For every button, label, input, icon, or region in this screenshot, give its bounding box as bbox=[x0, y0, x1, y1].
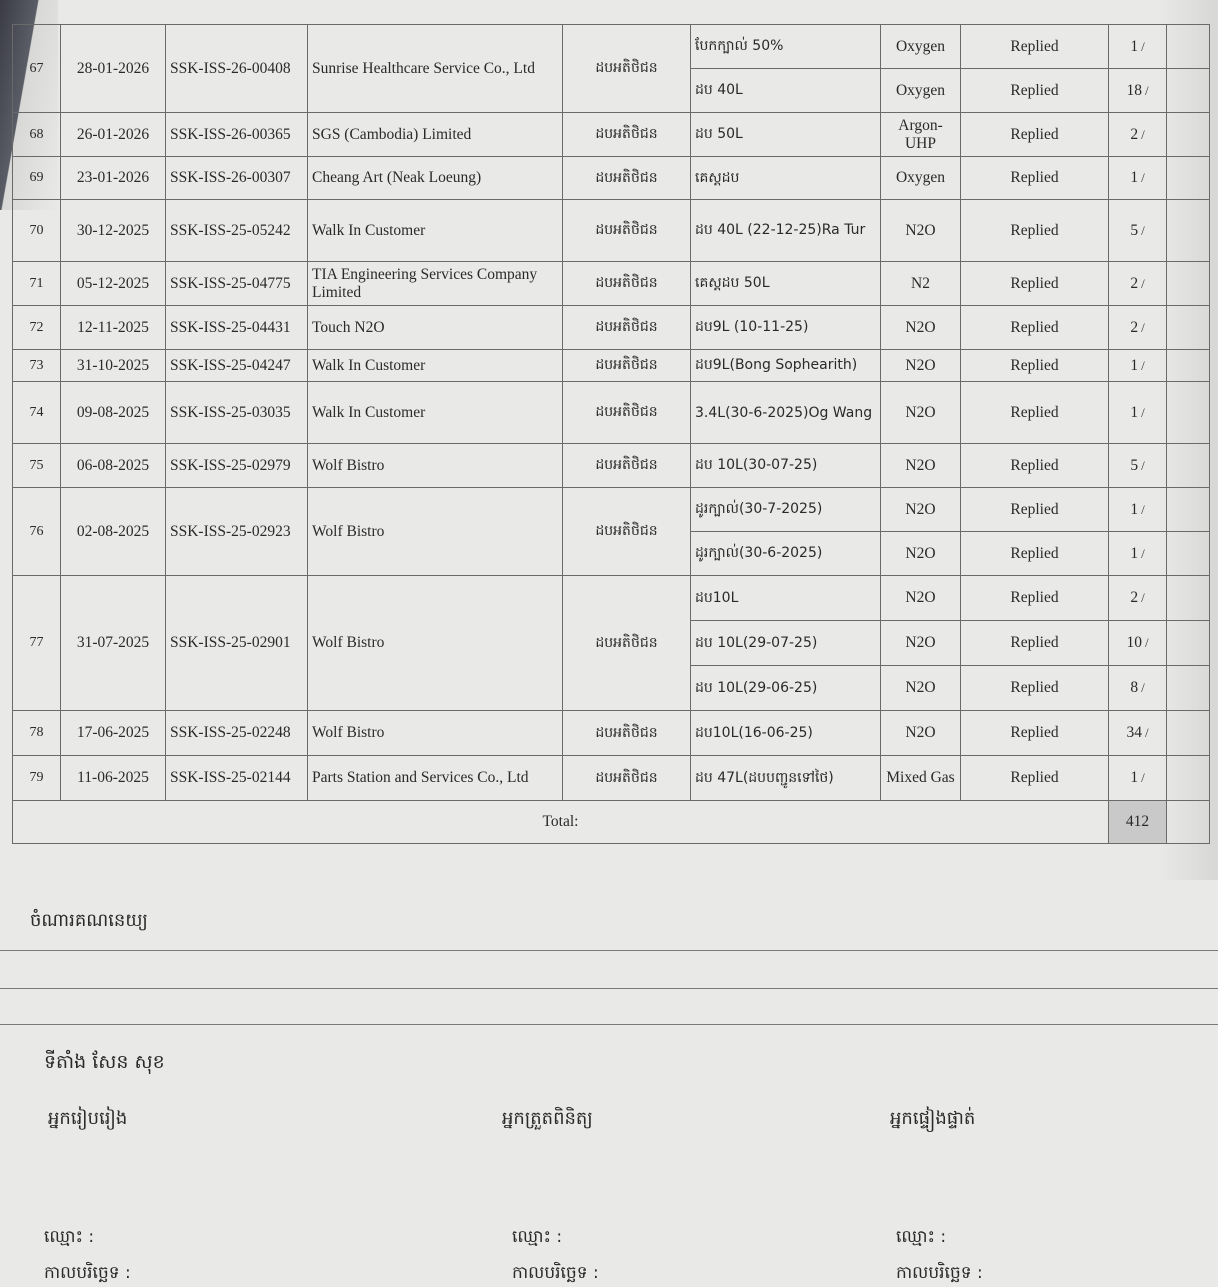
status-cell: Replied bbox=[961, 157, 1109, 200]
quantity-cell bbox=[1109, 532, 1167, 576]
cylinder-owner-type: ដបអតិថិជន bbox=[563, 113, 691, 157]
blank-cell bbox=[1167, 576, 1210, 621]
row-number: 69 bbox=[13, 157, 61, 200]
table-row bbox=[13, 711, 1210, 756]
blank-cell bbox=[1167, 25, 1210, 69]
total-row bbox=[13, 801, 1210, 844]
check-mark-icon: / bbox=[1141, 38, 1145, 54]
status-cell: Replied bbox=[961, 666, 1109, 711]
item-description: ដប 47L(ដបបញ្ជូនទៅថៃ) bbox=[691, 756, 881, 801]
check-mark-icon: / bbox=[1141, 770, 1145, 785]
check-mark-icon: / bbox=[1141, 170, 1145, 185]
role-verified-by: អ្នកផ្ទៀងផ្ទាត់ bbox=[890, 1108, 976, 1129]
gas-type: N2O bbox=[881, 621, 961, 666]
cylinder-owner-type: ដបអតិថិជន bbox=[563, 350, 691, 382]
check-mark-icon: / bbox=[1141, 126, 1145, 142]
status-cell: Replied bbox=[961, 262, 1109, 306]
gas-type: N2O bbox=[881, 532, 961, 576]
reference-number: SSK-ISS-25-02979 bbox=[166, 444, 308, 488]
item-description: គេស្តដប bbox=[691, 157, 881, 200]
customer-name: Wolf Bistro bbox=[308, 711, 563, 756]
date-field-3: កាលបរិច្ឆេទ : bbox=[896, 1263, 983, 1283]
row-number: 76 bbox=[13, 488, 61, 576]
customer-name: Wolf Bistro bbox=[308, 576, 563, 711]
table-row bbox=[13, 350, 1210, 382]
issue-ledger-table bbox=[12, 24, 1210, 844]
cylinder-owner-type: ដបអតិថិជន bbox=[563, 157, 691, 200]
row-number: 72 bbox=[13, 306, 61, 350]
quantity-value: 1 bbox=[1130, 769, 1139, 786]
customer-name: Walk In Customer bbox=[308, 200, 563, 262]
quantity-cell bbox=[1109, 711, 1167, 756]
remarks-line-3 bbox=[0, 1024, 1218, 1025]
table-row bbox=[13, 113, 1210, 157]
quantity-value: 5 bbox=[1130, 456, 1139, 474]
row-number: 74 bbox=[13, 382, 61, 444]
gas-type: N2O bbox=[881, 576, 961, 621]
table-row bbox=[13, 262, 1210, 306]
item-description: ដប 50L bbox=[691, 113, 881, 157]
quantity-cell bbox=[1109, 621, 1167, 666]
quantity-value: 1 bbox=[1130, 403, 1139, 421]
blank-cell bbox=[1167, 113, 1210, 157]
cylinder-owner-type: ដបអតិថិជន bbox=[563, 488, 691, 576]
item-description: ដប 40L bbox=[691, 69, 881, 113]
status-cell: Replied bbox=[961, 711, 1109, 756]
quantity-cell bbox=[1109, 306, 1167, 350]
quantity-cell bbox=[1109, 382, 1167, 444]
quantity-cell bbox=[1109, 576, 1167, 621]
quantity-value: 2 bbox=[1130, 125, 1139, 143]
status-cell: Replied bbox=[961, 69, 1109, 113]
ledger-body bbox=[13, 25, 1210, 801]
name-field-1: ឈ្មោះ : bbox=[44, 1227, 95, 1247]
quantity-cell bbox=[1109, 350, 1167, 382]
check-mark-icon: / bbox=[1144, 725, 1149, 740]
cylinder-owner-type: ដបអតិថិជន bbox=[563, 711, 691, 756]
issue-date: 31-10-2025 bbox=[61, 350, 166, 382]
cylinder-owner-type: ដបអតិថិជន bbox=[563, 306, 691, 350]
row-number: 67 bbox=[13, 25, 61, 113]
row-number: 75 bbox=[13, 444, 61, 488]
status-cell: Replied bbox=[961, 444, 1109, 488]
customer-name: TIA Engineering Services Company Limited bbox=[308, 262, 563, 306]
check-mark-icon: / bbox=[1141, 222, 1145, 238]
total-value: 412 bbox=[1109, 801, 1167, 844]
item-description: បែកក្បាល់ 50% bbox=[691, 25, 881, 69]
gas-type: N2O bbox=[881, 306, 961, 350]
cylinder-owner-type: ដបអតិថិជន bbox=[563, 25, 691, 113]
quantity-value: 10 bbox=[1126, 634, 1142, 651]
check-mark-icon: / bbox=[1141, 590, 1145, 605]
check-mark-icon: / bbox=[1141, 501, 1145, 517]
customer-name: Walk In Customer bbox=[308, 382, 563, 444]
name-field-3: ឈ្មោះ : bbox=[896, 1227, 947, 1247]
customer-name: SGS (Cambodia) Limited bbox=[308, 113, 563, 157]
customer-name: Walk In Customer bbox=[308, 350, 563, 382]
quantity-value: 1 bbox=[1130, 37, 1139, 55]
date-field-2: កាលបរិច្ឆេទ : bbox=[512, 1263, 599, 1283]
gas-type: Oxygen bbox=[881, 69, 961, 113]
check-mark-icon: / bbox=[1141, 404, 1145, 420]
gas-type: N2O bbox=[881, 444, 961, 488]
issue-date: 17-06-2025 bbox=[61, 711, 166, 756]
gas-type: Argon-UHP bbox=[881, 113, 961, 157]
blank-cell bbox=[1167, 69, 1210, 113]
quantity-value: 1 bbox=[1130, 544, 1139, 562]
quantity-value: 1 bbox=[1130, 169, 1139, 186]
check-mark-icon: / bbox=[1141, 680, 1145, 695]
table-row bbox=[13, 488, 1210, 532]
status-cell: Replied bbox=[961, 350, 1109, 382]
quantity-value: 18 bbox=[1126, 81, 1142, 99]
quantity-cell bbox=[1109, 262, 1167, 306]
blank-cell bbox=[1167, 157, 1210, 200]
cylinder-owner-type: ដបអតិថិជន bbox=[563, 576, 691, 711]
row-number: 77 bbox=[13, 576, 61, 711]
item-description: ដប 10L(30-07-25) bbox=[691, 444, 881, 488]
quantity-cell bbox=[1109, 444, 1167, 488]
blank-cell bbox=[1167, 621, 1210, 666]
blank-cell bbox=[1167, 306, 1210, 350]
cylinder-owner-type: ដបអតិថិជន bbox=[563, 444, 691, 488]
issue-date: 26-01-2026 bbox=[61, 113, 166, 157]
quantity-cell bbox=[1109, 200, 1167, 262]
quantity-value: 2 bbox=[1130, 318, 1139, 336]
gas-type: Mixed Gas bbox=[881, 756, 961, 801]
reference-number: SSK-ISS-26-00307 bbox=[166, 157, 308, 200]
status-cell: Replied bbox=[961, 532, 1109, 576]
item-description: ដប 10L(29-07-25) bbox=[691, 621, 881, 666]
row-number: 68 bbox=[13, 113, 61, 157]
total-label: Total: bbox=[13, 801, 1109, 844]
check-mark-icon: / bbox=[1141, 357, 1145, 373]
status-cell: Replied bbox=[961, 113, 1109, 157]
reference-number: SSK-ISS-25-05242 bbox=[166, 200, 308, 262]
blank-cell bbox=[1167, 488, 1210, 532]
reference-number: SSK-ISS-25-04431 bbox=[166, 306, 308, 350]
gas-type: N2O bbox=[881, 711, 961, 756]
issue-date: 05-12-2025 bbox=[61, 262, 166, 306]
issue-date: 09-08-2025 bbox=[61, 382, 166, 444]
quantity-value: 34 bbox=[1126, 724, 1142, 741]
table-row bbox=[13, 200, 1210, 262]
issue-date: 23-01-2026 bbox=[61, 157, 166, 200]
blank-cell bbox=[1167, 350, 1210, 382]
quantity-cell bbox=[1109, 157, 1167, 200]
status-cell: Replied bbox=[961, 576, 1109, 621]
reference-number: SSK-ISS-26-00408 bbox=[166, 25, 308, 113]
customer-name: Touch N2O bbox=[308, 306, 563, 350]
table-row bbox=[13, 306, 1210, 350]
quantity-cell bbox=[1109, 488, 1167, 532]
quantity-cell bbox=[1109, 25, 1167, 69]
check-mark-icon: / bbox=[1141, 545, 1145, 561]
quantity-cell bbox=[1109, 756, 1167, 801]
item-description: ដប10L bbox=[691, 576, 881, 621]
row-number: 78 bbox=[13, 711, 61, 756]
item-description: ដូរក្បាល់(30-6-2025) bbox=[691, 532, 881, 576]
cylinder-owner-type: ដបអតិថិជន bbox=[563, 382, 691, 444]
item-description: ដប9L (10-11-25) bbox=[691, 306, 881, 350]
gas-type: N2O bbox=[881, 200, 961, 262]
role-prepared-by: អ្នករៀបរៀង bbox=[48, 1108, 128, 1129]
reference-number: SSK-ISS-26-00365 bbox=[166, 113, 308, 157]
cylinder-owner-type: ដបអតិថិជន bbox=[563, 200, 691, 262]
quantity-value: 2 bbox=[1130, 589, 1139, 606]
name-field-2: ឈ្មោះ : bbox=[512, 1227, 563, 1247]
cylinder-owner-type: ដបអតិថិជន bbox=[563, 262, 691, 306]
quantity-value: 1 bbox=[1130, 500, 1139, 518]
issue-date: 11-06-2025 bbox=[61, 756, 166, 801]
issue-date: 30-12-2025 bbox=[61, 200, 166, 262]
status-cell: Replied bbox=[961, 306, 1109, 350]
table-row bbox=[13, 444, 1210, 488]
date-field-1: កាលបរិច្ឆេទ : bbox=[44, 1263, 131, 1283]
blank-cell bbox=[1167, 711, 1210, 756]
issue-date: 12-11-2025 bbox=[61, 306, 166, 350]
check-mark-icon: / bbox=[1141, 319, 1145, 335]
row-number: 79 bbox=[13, 756, 61, 801]
status-cell: Replied bbox=[961, 382, 1109, 444]
blank-cell bbox=[1167, 444, 1210, 488]
quantity-value: 2 bbox=[1130, 274, 1139, 292]
remarks-line-1 bbox=[0, 950, 1218, 951]
quantity-cell bbox=[1109, 113, 1167, 157]
check-mark-icon: / bbox=[1141, 275, 1145, 291]
gas-type: Oxygen bbox=[881, 25, 961, 69]
table-row bbox=[13, 157, 1210, 200]
blank-cell bbox=[1167, 200, 1210, 262]
check-mark-icon: / bbox=[1144, 82, 1149, 98]
reference-number: SSK-ISS-25-02144 bbox=[166, 756, 308, 801]
reference-number: SSK-ISS-25-02923 bbox=[166, 488, 308, 576]
status-cell: Replied bbox=[961, 200, 1109, 262]
blank-cell bbox=[1167, 666, 1210, 711]
row-number: 70 bbox=[13, 200, 61, 262]
row-number: 73 bbox=[13, 350, 61, 382]
issue-date: 02-08-2025 bbox=[61, 488, 166, 576]
check-mark-icon: / bbox=[1144, 635, 1149, 650]
gas-type: N2 bbox=[881, 262, 961, 306]
quantity-value: 1 bbox=[1130, 356, 1139, 374]
table-row bbox=[13, 576, 1210, 621]
cylinder-owner-type: ដបអតិថិជន bbox=[563, 756, 691, 801]
reference-number: SSK-ISS-25-02901 bbox=[166, 576, 308, 711]
reference-number: SSK-ISS-25-02248 bbox=[166, 711, 308, 756]
item-description: 3.4L(30-6-2025)Og Wang bbox=[691, 382, 881, 444]
blank-cell bbox=[1167, 382, 1210, 444]
table-row bbox=[13, 25, 1210, 69]
quantity-cell bbox=[1109, 666, 1167, 711]
item-description: ដប 40L (22-12-25)Ra Tur bbox=[691, 200, 881, 262]
remarks-line-2 bbox=[0, 988, 1218, 989]
customer-name: Sunrise Healthcare Service Co., Ltd bbox=[308, 25, 563, 113]
gas-type: N2O bbox=[881, 382, 961, 444]
item-description: ដប 10L(29-06-25) bbox=[691, 666, 881, 711]
blank-cell bbox=[1167, 756, 1210, 801]
blank-cell bbox=[1167, 262, 1210, 306]
gas-type: N2O bbox=[881, 666, 961, 711]
customer-name: Wolf Bistro bbox=[308, 488, 563, 576]
gas-type: N2O bbox=[881, 350, 961, 382]
item-description: ដប10L(16-06-25) bbox=[691, 711, 881, 756]
item-description: ដប9L(Bong Sophearith) bbox=[691, 350, 881, 382]
customer-name: Parts Station and Services Co., Ltd bbox=[308, 756, 563, 801]
reference-number: SSK-ISS-25-04247 bbox=[166, 350, 308, 382]
item-description: ដូរក្បាល់(30-7-2025) bbox=[691, 488, 881, 532]
gas-type: Oxygen bbox=[881, 157, 961, 200]
reference-number: SSK-ISS-25-04775 bbox=[166, 262, 308, 306]
remarks-label: ចំណារគណនេយ្យ bbox=[30, 910, 148, 931]
status-cell: Replied bbox=[961, 488, 1109, 532]
status-cell: Replied bbox=[961, 621, 1109, 666]
quantity-value: 5 bbox=[1130, 221, 1139, 239]
issue-date: 31-07-2025 bbox=[61, 576, 166, 711]
row-number: 71 bbox=[13, 262, 61, 306]
customer-name: Wolf Bistro bbox=[308, 444, 563, 488]
quantity-value: 8 bbox=[1130, 679, 1139, 696]
status-cell: Replied bbox=[961, 756, 1109, 801]
reference-number: SSK-ISS-25-03035 bbox=[166, 382, 308, 444]
gas-type: N2O bbox=[881, 488, 961, 532]
table-row bbox=[13, 382, 1210, 444]
issue-date: 06-08-2025 bbox=[61, 444, 166, 488]
issue-date: 28-01-2026 bbox=[61, 25, 166, 113]
item-description: គេស្តដប 50L bbox=[691, 262, 881, 306]
blank-cell bbox=[1167, 532, 1210, 576]
customer-name: Cheang Art (Neak Loeung) bbox=[308, 157, 563, 200]
organization-name: ទីតាំង សែន សុខ bbox=[44, 1051, 165, 1073]
table-row bbox=[13, 756, 1210, 801]
check-mark-icon: / bbox=[1141, 457, 1145, 473]
quantity-cell bbox=[1109, 69, 1167, 113]
role-reviewed-by: អ្នកត្រួតពិនិត្យ bbox=[502, 1108, 593, 1129]
status-cell: Replied bbox=[961, 25, 1109, 69]
